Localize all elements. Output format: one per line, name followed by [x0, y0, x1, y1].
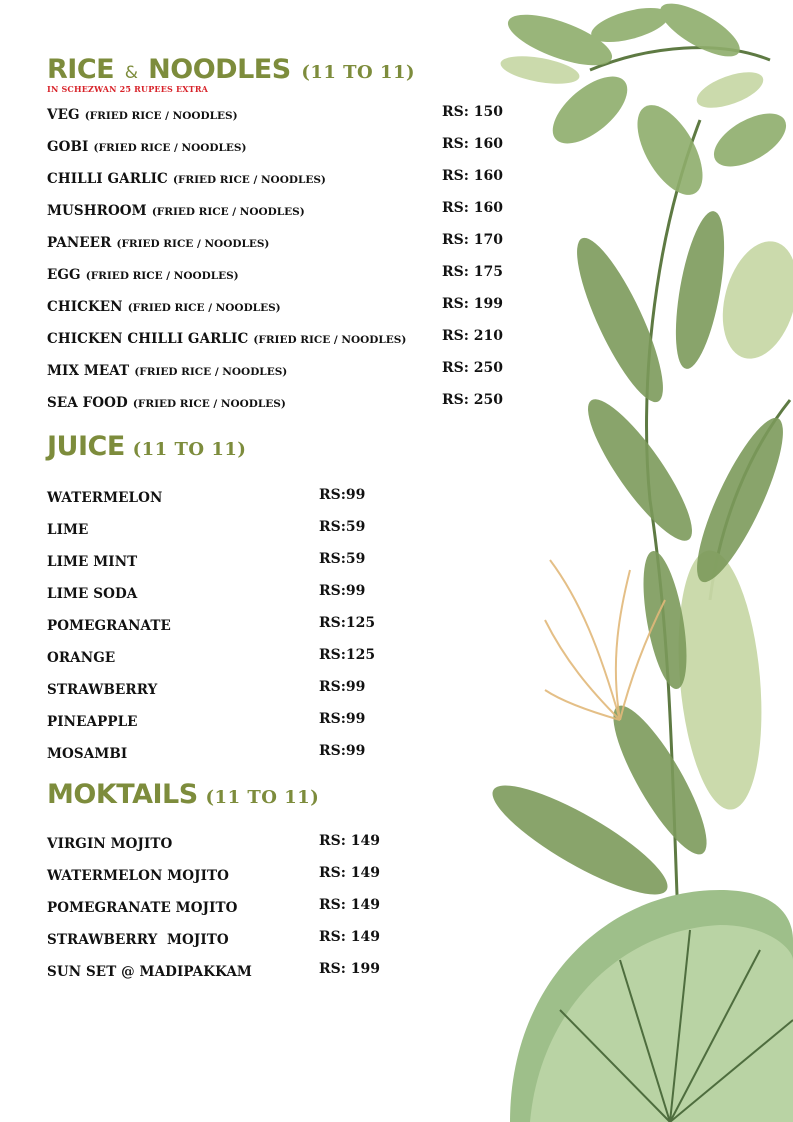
menu-item: [47, 519, 366, 539]
menu-item: [47, 743, 366, 763]
item-name: STRAWBERRY: [47, 682, 158, 698]
rice-noodles-heading: [47, 48, 415, 86]
menu-item: [47, 929, 381, 949]
juice-title: JUICE: [47, 431, 125, 462]
item-price: RS: 160: [442, 136, 504, 152]
menu-item: [47, 487, 366, 507]
item-price: RS: 149: [319, 833, 381, 849]
menu-item: [47, 679, 366, 699]
item-price: RS: 199: [442, 296, 504, 312]
item-price: RS:99: [319, 583, 366, 599]
item-name: MUSHROOM: [47, 203, 147, 219]
item-variant: (FRIED RICE / NOODLES): [134, 366, 288, 378]
item-name: SEA FOOD: [47, 395, 128, 411]
leaves-decoration: [470, 0, 793, 1122]
item-name: POMEGRANATE MOJITO: [47, 900, 238, 916]
schezwan-note: IN SCHEZWAN 25 RUPEES EXTRA: [47, 84, 209, 94]
menu-item: [47, 168, 504, 188]
item-price: RS: 210: [442, 328, 504, 344]
item-price: RS:59: [319, 551, 366, 567]
item-price: RS: 250: [442, 392, 504, 408]
menu-item: [47, 551, 366, 571]
item-name: WATERMELON MOJITO: [47, 868, 230, 884]
item-name: EGG: [47, 267, 81, 283]
item-variant: (FRIED RICE / NOODLES): [172, 174, 326, 186]
menu-item: [47, 328, 504, 348]
menu-item: [47, 583, 366, 603]
menu-item: [47, 897, 381, 917]
item-variant: (FRIED RICE / NOODLES): [151, 206, 305, 218]
item-price: RS:99: [319, 743, 366, 759]
menu-item: [47, 615, 376, 635]
item-price: RS:125: [319, 647, 376, 663]
menu-item: [47, 865, 381, 885]
menu-item: [47, 104, 504, 124]
item-price: RS: 149: [319, 929, 381, 945]
item-price: RS:59: [319, 519, 366, 535]
menu-item: [47, 833, 381, 853]
menu-item: [47, 647, 376, 667]
item-variant: (FRIED RICE / NOODLES): [93, 142, 247, 154]
menu-item: [47, 360, 504, 380]
juice-hours: (11 TO 11): [132, 439, 247, 460]
item-name: MIX MEAT: [47, 363, 130, 379]
item-variant: (FRIED RICE / NOODLES): [85, 270, 239, 282]
item-variant: (FRIED RICE / NOODLES): [127, 302, 281, 314]
rice-noodles-hours: (11 TO 11): [301, 62, 416, 83]
item-variant: (FRIED RICE / NOODLES): [132, 398, 286, 410]
item-name: LIME MINT: [47, 554, 138, 570]
item-price: RS: 175: [442, 264, 504, 280]
item-name: CHICKEN: [47, 299, 123, 315]
item-variant: (FRIED RICE / NOODLES): [84, 110, 238, 122]
rice-noodles-title-word1: RICE: [47, 54, 115, 85]
item-name: VIRGIN MOJITO: [47, 836, 173, 852]
item-price: RS: 199: [319, 961, 381, 977]
juice-heading: [47, 431, 246, 462]
item-name: ORANGE: [47, 650, 116, 666]
item-name: PINEAPPLE: [47, 714, 138, 730]
menu-item: [47, 961, 381, 981]
item-name: CHILLI GARLIC: [47, 171, 168, 187]
item-price: RS:99: [319, 487, 366, 503]
item-name: STRAWBERRY MOJITO: [47, 932, 229, 948]
item-price: RS: 160: [442, 200, 504, 216]
item-price: RS: 149: [319, 865, 381, 881]
item-name: MOSAMBI: [47, 746, 128, 762]
item-price: RS: 150: [442, 104, 504, 120]
menu-item: [47, 136, 504, 156]
item-price: RS: 170: [442, 232, 504, 248]
item-name: PANEER: [47, 235, 112, 251]
menu-item: [47, 392, 504, 412]
item-name: CHICKEN CHILLI GARLIC: [47, 331, 249, 347]
moktails-title: MOKTAILS: [47, 779, 198, 810]
item-name: SUN SET @ MADIPAKKAM: [47, 964, 252, 980]
item-name: POMEGRANATE: [47, 618, 171, 634]
menu-item: [47, 232, 504, 252]
item-price: RS:99: [319, 679, 366, 695]
item-price: RS: 149: [319, 897, 381, 913]
item-variant: (FRIED RICE / NOODLES): [253, 334, 407, 346]
item-price: RS:125: [319, 615, 376, 631]
item-price: RS: 250: [442, 360, 504, 376]
moktails-heading: [47, 779, 319, 810]
item-name: GOBI: [47, 139, 89, 155]
menu-item: [47, 200, 504, 220]
rice-noodles-title-word2: NOODLES: [148, 54, 291, 85]
item-name: LIME SODA: [47, 586, 138, 602]
item-price: RS:99: [319, 711, 366, 727]
item-name: VEG: [47, 107, 80, 123]
menu-item: [47, 296, 504, 316]
rice-noodles-title-amp: &: [124, 63, 138, 83]
item-price: RS: 160: [442, 168, 504, 184]
item-name: LIME: [47, 522, 89, 538]
item-variant: (FRIED RICE / NOODLES): [116, 238, 270, 250]
item-name: WATERMELON: [47, 490, 163, 506]
menu-item: [47, 264, 504, 284]
menu-item: [47, 711, 366, 731]
moktails-hours: (11 TO 11): [205, 787, 320, 808]
